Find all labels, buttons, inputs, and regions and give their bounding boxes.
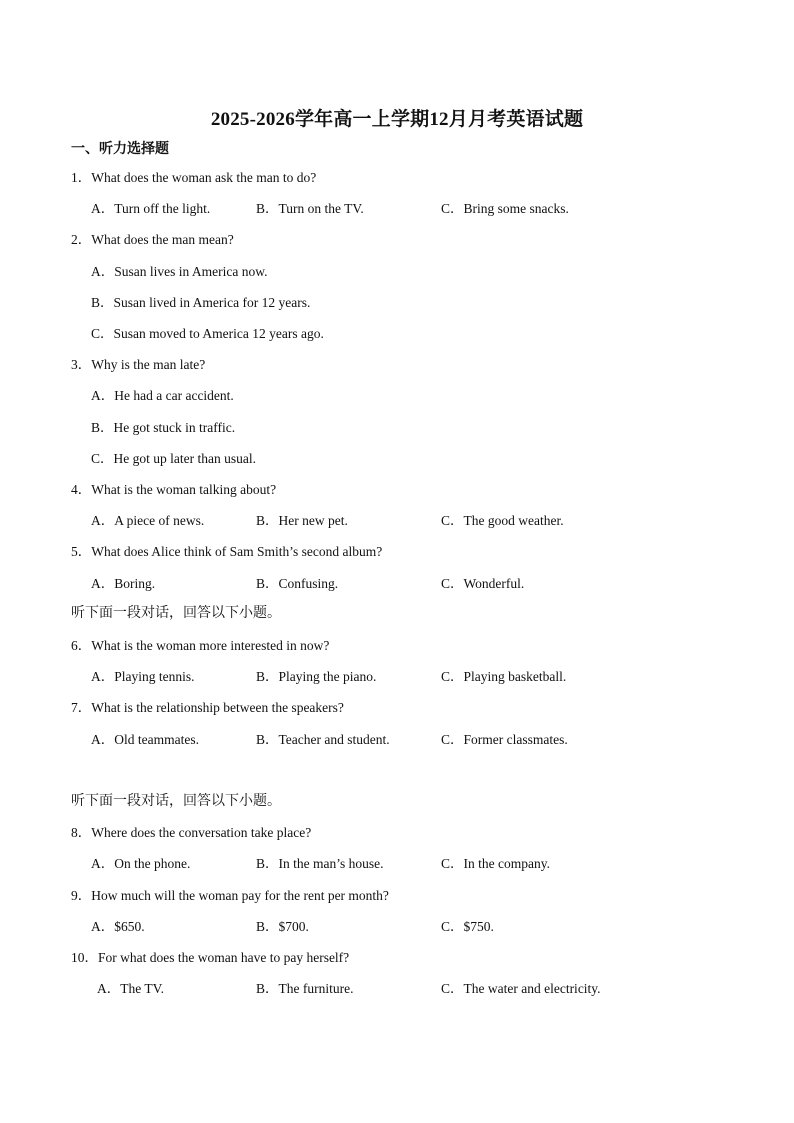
q1-option-c: C．Bring some snacks. — [441, 201, 569, 216]
q3-option-b: B．He got stuck in traffic. — [91, 420, 236, 435]
q8-option-a: A．On the phone. — [91, 856, 191, 871]
q10-option-b: B．The furniture. — [256, 981, 354, 996]
q9-option-a: A．$650. — [91, 919, 145, 934]
q4-option-a: A．A piece of news. — [91, 513, 205, 528]
q7-option-c: C．Former classmates. — [441, 732, 568, 747]
q2-option-c: C．Susan moved to America 12 years ago. — [91, 326, 324, 341]
q1-option-b: B．Turn on the TV. — [256, 201, 364, 216]
q2-option-a: A．Susan lives in America now. — [91, 264, 268, 279]
q1-option-a: A．Turn off the light. — [91, 201, 211, 216]
page-title: 2025-2026学年高一上学期12月月考英语试题 — [210, 109, 584, 130]
q5-option-b: B．Confusing. — [256, 576, 339, 591]
question-8: 8．Where does the conversation take place? — [71, 825, 312, 840]
q5-option-c: C．Wonderful. — [441, 576, 525, 591]
listening-instruction: 听下面一段对话，回答以下小题。 — [71, 794, 281, 809]
section-heading: 一、听力选择题 — [71, 142, 169, 157]
q4-option-b: B．Her new pet. — [256, 513, 348, 528]
question-9: 9．How much will the woman pay for the rent per month? — [71, 888, 389, 903]
q7-option-a: A．Old teammates. — [91, 732, 199, 747]
question-2: 2．What does the man mean? — [71, 232, 234, 247]
q4-option-c: C．The good weather. — [441, 513, 564, 528]
q6-option-b: B．Playing the piano. — [256, 669, 377, 684]
q8-option-c: C．In the company. — [441, 856, 550, 871]
q6-option-a: A．Playing tennis. — [91, 669, 195, 684]
q8-option-b: B．In the man’s house. — [256, 856, 384, 871]
q6-option-c: C．Playing basketball. — [441, 669, 567, 684]
q9-option-b: B．$700. — [256, 919, 309, 934]
q10-option-a: A．The TV. — [97, 981, 164, 996]
question-4: 4．What is the woman talking about? — [71, 482, 277, 497]
question-1: 1．What does the woman ask the man to do? — [71, 170, 317, 185]
question-10: 10．For what does the woman have to pay herself? — [71, 950, 350, 965]
q9-option-c: C．$750. — [441, 919, 494, 934]
question-6: 6．What is the woman more interested in now? — [71, 638, 330, 653]
q2-option-b: B．Susan lived in America for 12 years. — [91, 295, 311, 310]
question-5: 5．What does Alice think of Sam Smith’s second album? — [71, 544, 383, 559]
question-3: 3．Why is the man late? — [71, 357, 206, 372]
q3-option-c: C．He got up later than usual. — [91, 451, 256, 466]
q3-option-a: A．He had a car accident. — [91, 388, 234, 403]
q7-option-b: B．Teacher and student. — [256, 732, 390, 747]
q10-option-c: C．The water and electricity. — [441, 981, 601, 996]
listening-instruction: 听下面一段对话，回答以下小题。 — [71, 606, 281, 621]
q5-option-a: A．Boring. — [91, 576, 156, 591]
question-7: 7．What is the relationship between the speakers? — [71, 700, 344, 715]
